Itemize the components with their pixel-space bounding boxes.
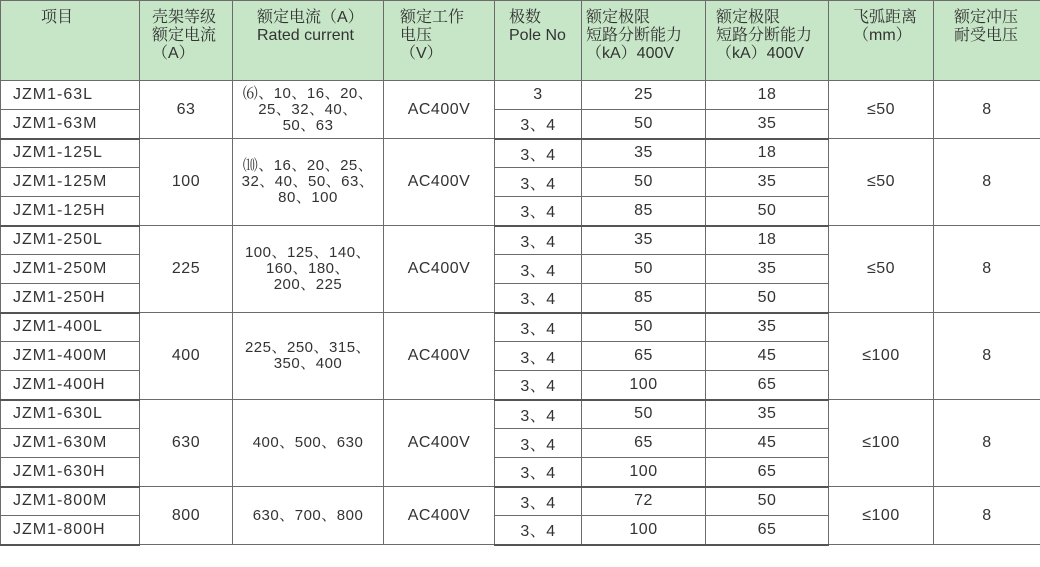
service-breaking-cell: 18 xyxy=(706,139,829,168)
model-cell: JZM1-400H xyxy=(1,371,140,400)
table-row xyxy=(1,226,1040,255)
service-breaking-cell: 65 xyxy=(706,371,829,400)
impulse-voltage-cell: 8 xyxy=(934,400,1040,487)
service-breaking-cell: 35 xyxy=(706,168,829,197)
frame-current-cell: 100 xyxy=(140,139,233,226)
ultimate-breaking-cell: 25 xyxy=(582,81,706,110)
impulse-voltage-cell: 8 xyxy=(934,139,1040,226)
model-cell: JZM1-63M xyxy=(1,110,140,139)
arc-distance-cell: ≤50 xyxy=(829,81,934,139)
service-breaking-cell: 35 xyxy=(706,110,829,139)
service-breaking-cell: 65 xyxy=(706,458,829,487)
model-cell: JZM1-250H xyxy=(1,284,140,313)
pole-number-cell: 3、4 xyxy=(495,168,582,197)
service-breaking-cell: 18 xyxy=(706,81,829,110)
pole-number-cell: 3、4 xyxy=(495,110,582,139)
header-ultimate-breaking-capacity: 额定极限 短路分断能力 （kA）400V xyxy=(582,1,706,81)
header-impulse-voltage: 额定冲压 耐受电压 xyxy=(934,1,1040,81)
service-breaking-cell: 65 xyxy=(706,516,829,545)
ultimate-breaking-cell: 72 xyxy=(582,487,706,516)
table-row xyxy=(1,139,1040,168)
table-row xyxy=(1,81,1040,110)
impulse-voltage-cell: 8 xyxy=(934,81,1040,139)
frame-current-cell: 630 xyxy=(140,400,233,487)
rated-current-cell: ⑹、10、16、20、 25、32、40、 50、63 xyxy=(233,81,384,139)
header-row xyxy=(1,1,1040,81)
model-cell: JZM1-630M xyxy=(1,429,140,458)
model-cell: JZM1-630H xyxy=(1,458,140,487)
pole-number-cell: 3、4 xyxy=(495,342,582,371)
ultimate-breaking-cell: 35 xyxy=(582,226,706,255)
pole-number-cell: 3、4 xyxy=(495,313,582,342)
model-cell: JZM1-125H xyxy=(1,197,140,226)
arc-distance-cell: ≤50 xyxy=(829,139,934,226)
service-breaking-cell: 50 xyxy=(706,487,829,516)
pole-number-cell: 3、4 xyxy=(495,516,582,545)
rated-current-cell: 630、700、800 xyxy=(233,487,384,545)
header-frame-current: 壳架等级 额定电流 （A） xyxy=(140,1,233,81)
header-rated-voltage: 额定工作 电压 （V） xyxy=(384,1,495,81)
pole-number-cell: 3、4 xyxy=(495,197,582,226)
model-cell: JZM1-63L xyxy=(1,81,140,110)
pole-number-cell: 3、4 xyxy=(495,429,582,458)
rated-voltage-cell: AC400V xyxy=(384,226,495,313)
rated-voltage-cell: AC400V xyxy=(384,139,495,226)
service-breaking-cell: 50 xyxy=(706,284,829,313)
service-breaking-cell: 45 xyxy=(706,429,829,458)
impulse-voltage-cell: 8 xyxy=(934,487,1040,545)
rated-voltage-cell: AC400V xyxy=(384,400,495,487)
pole-number-cell: 3、4 xyxy=(495,487,582,516)
model-cell: JZM1-250L xyxy=(1,226,140,255)
pole-number-cell: 3 xyxy=(495,81,582,110)
rated-current-cell: 100、125、140、 160、180、 200、225 xyxy=(233,226,384,313)
ultimate-breaking-cell: 65 xyxy=(582,429,706,458)
rated-current-cell: 225、250、315、 350、400 xyxy=(233,313,384,400)
pole-number-cell: 3、4 xyxy=(495,458,582,487)
ultimate-breaking-cell: 35 xyxy=(582,139,706,168)
rated-current-cell: ⑽、16、20、25、 32、40、50、63、 80、100 xyxy=(233,139,384,226)
frame-current-cell: 63 xyxy=(140,81,233,139)
pole-number-cell: 3、4 xyxy=(495,400,582,429)
model-cell: JZM1-250M xyxy=(1,255,140,284)
frame-current-cell: 400 xyxy=(140,313,233,400)
spec-body xyxy=(1,81,1040,545)
pole-number-cell: 3、4 xyxy=(495,226,582,255)
ultimate-breaking-cell: 50 xyxy=(582,400,706,429)
ultimate-breaking-cell: 65 xyxy=(582,342,706,371)
ultimate-breaking-cell: 50 xyxy=(582,313,706,342)
ultimate-breaking-cell: 50 xyxy=(582,255,706,284)
frame-current-cell: 225 xyxy=(140,226,233,313)
ultimate-breaking-cell: 50 xyxy=(582,168,706,197)
ultimate-breaking-cell: 85 xyxy=(582,197,706,226)
pole-number-cell: 3、4 xyxy=(495,139,582,168)
impulse-voltage-cell: 8 xyxy=(934,313,1040,400)
service-breaking-cell: 50 xyxy=(706,197,829,226)
header-model: 项目 xyxy=(1,1,140,81)
model-cell: JZM1-400L xyxy=(1,313,140,342)
impulse-voltage-cell: 8 xyxy=(934,226,1040,313)
arc-distance-cell: ≤100 xyxy=(829,400,934,487)
rated-voltage-cell: AC400V xyxy=(384,313,495,400)
header-rated-current: 额定电流（A） Rated current xyxy=(233,1,384,81)
ultimate-breaking-cell: 100 xyxy=(582,516,706,545)
pole-number-cell: 3、4 xyxy=(495,284,582,313)
arc-distance-cell: ≤100 xyxy=(829,487,934,545)
model-cell: JZM1-400M xyxy=(1,342,140,371)
model-cell: JZM1-125L xyxy=(1,139,140,168)
model-cell: JZM1-125M xyxy=(1,168,140,197)
header-arc-distance: 飞弧距离 （mm） xyxy=(829,1,934,81)
service-breaking-cell: 18 xyxy=(706,226,829,255)
rated-voltage-cell: AC400V xyxy=(384,487,495,545)
service-breaking-cell: 35 xyxy=(706,313,829,342)
model-cell: JZM1-800M xyxy=(1,487,140,516)
rated-current-cell: 400、500、630 xyxy=(233,400,384,487)
ultimate-breaking-cell: 100 xyxy=(582,371,706,400)
rated-voltage-cell: AC400V xyxy=(384,81,495,139)
header-pole-number: 极数 Pole No xyxy=(495,1,582,81)
table-row xyxy=(1,487,1040,516)
header-service-breaking-capacity: 额定极限 短路分断能力 （kA）400V xyxy=(706,1,829,81)
table-row xyxy=(1,313,1040,342)
arc-distance-cell: ≤100 xyxy=(829,313,934,400)
service-breaking-cell: 35 xyxy=(706,255,829,284)
ultimate-breaking-cell: 100 xyxy=(582,458,706,487)
arc-distance-cell: ≤50 xyxy=(829,226,934,313)
ultimate-breaking-cell: 85 xyxy=(582,284,706,313)
table-row xyxy=(1,400,1040,429)
ultimate-breaking-cell: 50 xyxy=(582,110,706,139)
pole-number-cell: 3、4 xyxy=(495,255,582,284)
model-cell: JZM1-800H xyxy=(1,516,140,545)
service-breaking-cell: 35 xyxy=(706,400,829,429)
frame-current-cell: 800 xyxy=(140,487,233,545)
pole-number-cell: 3、4 xyxy=(495,371,582,400)
service-breaking-cell: 45 xyxy=(706,342,829,371)
model-cell: JZM1-630L xyxy=(1,400,140,429)
